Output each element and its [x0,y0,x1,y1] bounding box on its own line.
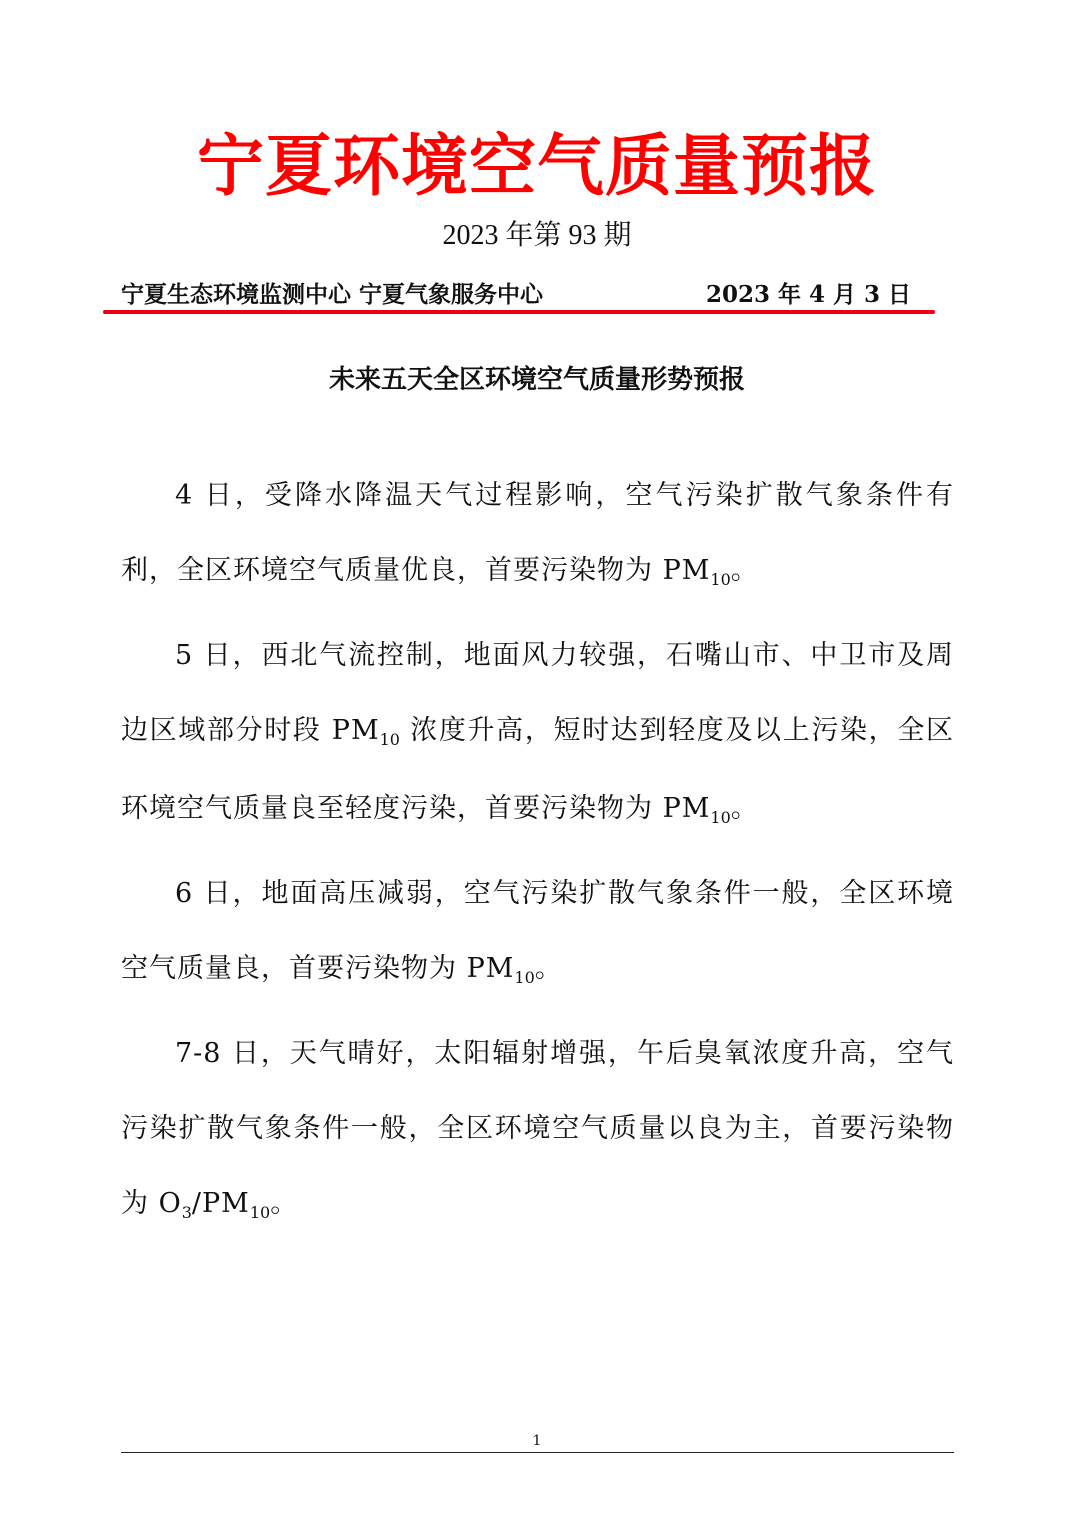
subscript: 10 [514,968,535,987]
forecast-paragraph [121,618,954,849]
paragraph-text: 。 [730,555,759,586]
paragraph-text: 5 日，西北气流控制，地面风力较强，石嘴山市、中卫市及周边区域部分时段 PM [121,640,954,746]
page-number: 1 [532,1433,542,1449]
subscript: 10 [710,570,731,589]
issue-number: 2023 年第 93 期 [442,220,632,251]
document-title: 未来五天全区环境空气质量形势预报 [328,365,745,395]
publisher-names: 宁夏生态环境监测中心 宁夏气象服务中心 [121,281,544,308]
paragraph-text: /PM [191,1188,250,1219]
paragraph-text: 6 日，地面高压减弱，空气污染扩散气象条件一般，全区环境空气质量良，首要污染物为 PM [121,878,954,984]
masthead-title: 宁夏环境空气质量预报 [197,127,877,205]
paragraph-text: 。 [534,953,563,984]
footer-divider [121,1452,954,1453]
forecast-paragraph [121,1016,954,1244]
forecast-paragraph [121,458,954,611]
subscript: 3 [181,1203,192,1222]
subscript: 10 [249,1203,271,1222]
paragraph-text: 。 [270,1188,299,1219]
paragraph-text: 浓度升高，短时达到轻度及以上污染，全区环境空气质量良至轻度污染，首要污染物为 PM [121,715,954,824]
publisher-line [121,278,911,312]
subscript: 10 [710,808,731,827]
paragraph-text: 。 [730,793,759,824]
forecast-body [121,458,954,1251]
subscript: 10 [379,730,400,749]
forecast-paragraph [121,856,954,1009]
paragraph-text: 4 日，受降水降温天气过程影响，空气污染扩散气象条件有利，全区环境空气质量优良，首要污染物为 PM [121,480,954,586]
publish-date: 2023 年 4 月 3 日 [705,281,911,308]
paragraph-text: 7-8 日，天气晴好，太阳辐射增强，午后臭氧浓度升高，空气污染扩散气象条件一般，全区环境空气质量以良为主，首要污染物为 O [121,1038,954,1219]
masthead-divider [103,310,935,314]
